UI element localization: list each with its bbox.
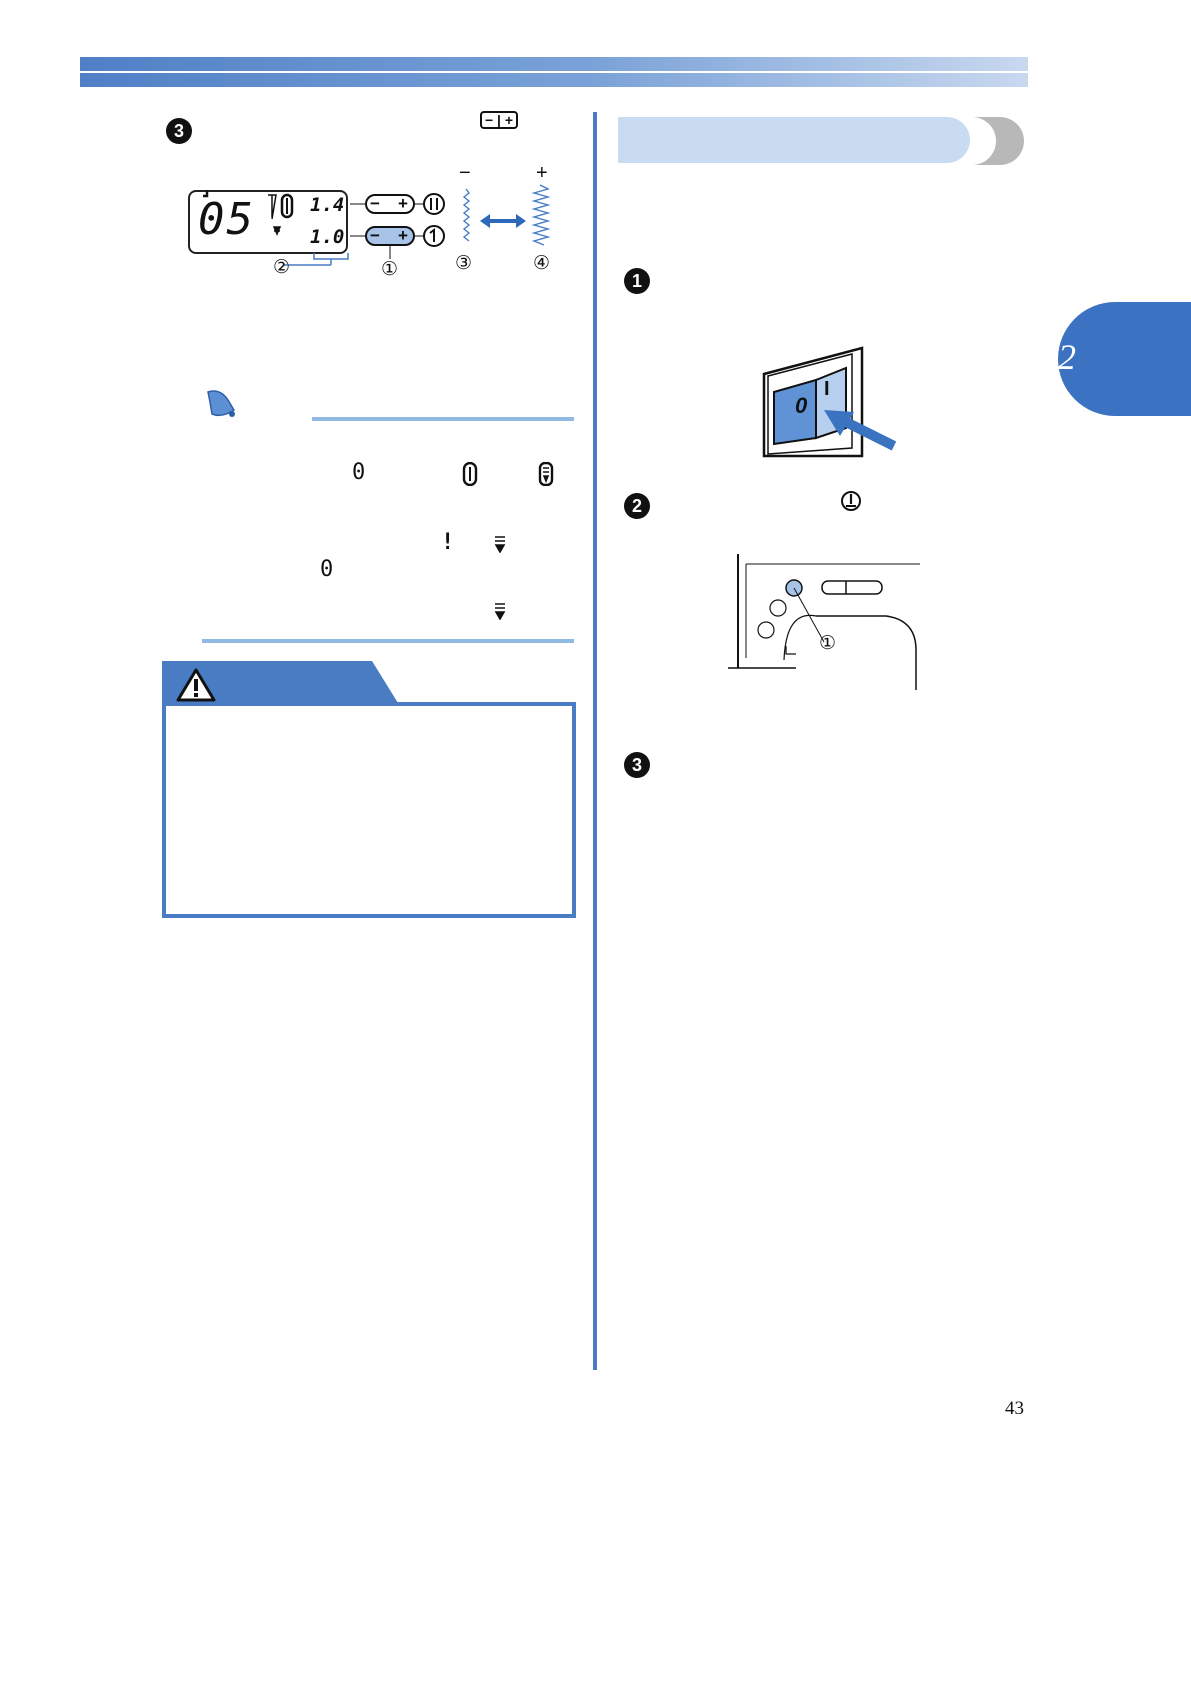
- length-plus-label: +: [398, 226, 408, 245]
- stitch-length-icon: [274, 227, 280, 234]
- length-minus-label: −: [370, 226, 380, 245]
- switch-on-label: I: [824, 378, 830, 400]
- width-length-button-icon: − | +: [480, 111, 518, 129]
- lcd-width-value: 1.4: [310, 194, 345, 216]
- step-1-badge: 1: [624, 268, 650, 294]
- needle-position-icon: [840, 490, 862, 512]
- section-heading-end-cap: [972, 117, 1028, 165]
- step-3-badge: 3: [166, 118, 192, 144]
- page-number: 43: [1005, 1398, 1024, 1419]
- lcd-length-value: 1.0: [310, 226, 345, 248]
- memo-length-mark-1: [493, 535, 507, 553]
- width-round-icon: [424, 194, 444, 214]
- panel-callout-1: ①: [819, 633, 837, 654]
- step-2-badge: 2: [624, 493, 650, 519]
- chapter-tab: [1058, 302, 1191, 416]
- memo-symbol-needle: !: [441, 530, 455, 555]
- arrow-left-icon: [480, 214, 490, 228]
- header-band-top: [80, 57, 1028, 71]
- arrow-right-icon: [516, 214, 526, 228]
- memo-length-icon: [538, 462, 554, 486]
- caution-box: [162, 702, 576, 918]
- memo-rule-bottom: [202, 639, 574, 643]
- memo-rule-top: [312, 417, 574, 421]
- column-divider: [593, 112, 597, 1370]
- callout-4: ④: [533, 253, 551, 274]
- section-heading-bar: [618, 117, 970, 163]
- step-3-right-badge: 3: [624, 752, 650, 778]
- memo-symbol-presser-foot: 0: [352, 460, 366, 485]
- memo-symbol-presser-foot-2: 0: [320, 557, 334, 582]
- callout-1: ①: [381, 259, 399, 280]
- power-switch-illustration: [756, 346, 896, 458]
- width-minus-label: −: [370, 194, 380, 213]
- zigzag-minus-label: −: [459, 162, 471, 184]
- memo-width-icon: [462, 462, 478, 486]
- memo-length-mark-2: [493, 602, 507, 620]
- callout-2: ②: [273, 257, 291, 278]
- exclamation-icon: [176, 668, 216, 702]
- switch-off-label: 0: [795, 393, 808, 418]
- chapter-tab-number: 2: [1058, 337, 1076, 377]
- needle-button-illustration: [726, 550, 924, 692]
- width-plus-label: +: [398, 194, 408, 213]
- needle-icon: [268, 195, 276, 219]
- wide-zigzag-stitch: [534, 185, 548, 245]
- callout-3: ③: [455, 253, 473, 274]
- zigzag-plus-label: +: [536, 162, 548, 184]
- header-band-bottom: [80, 73, 1028, 87]
- narrow-zigzag-stitch: [464, 189, 469, 241]
- bell-icon: [202, 388, 238, 420]
- lcd-pattern-number: 05: [198, 194, 255, 245]
